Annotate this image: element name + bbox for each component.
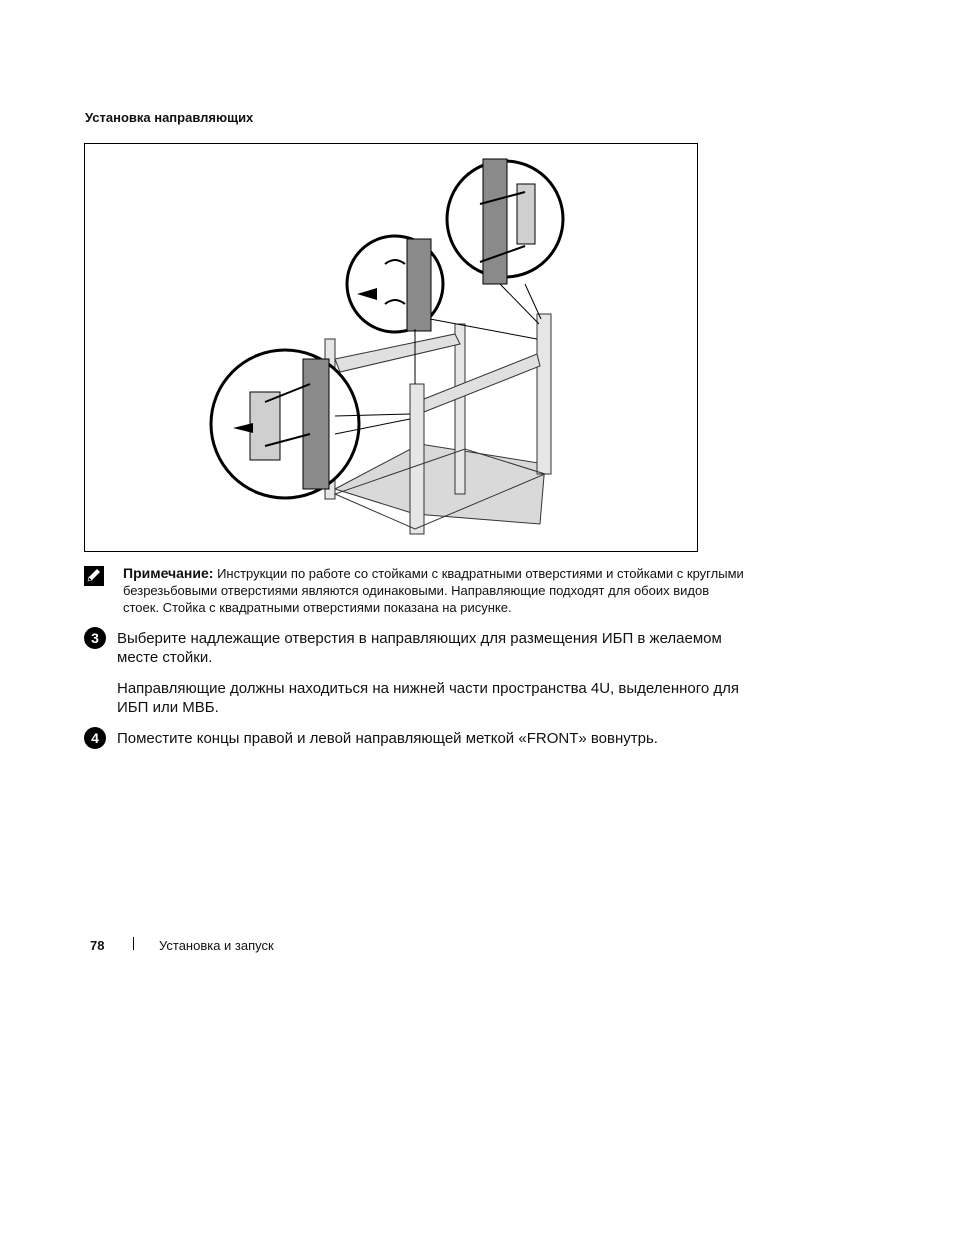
footer-divider	[133, 937, 134, 950]
section-title: Установка направляющих	[85, 110, 254, 125]
step-4-number: 4	[84, 727, 106, 749]
note-text: Инструкции по работе со стойками с квадратными отверстиями и стойками с круглыми безрезьбовыми отверстиями являются одинаковыми. Направляющие подходят для обоих видов стоек. Стойка с квадратными отверстиями показана на рисунке.	[123, 566, 744, 615]
step-3-detail: Направляющие должны находиться на нижней части пространства 4U, выделенного для ИБП или МВБ.	[117, 680, 740, 716]
note-pencil-icon	[84, 566, 104, 586]
step-3-number: 3	[84, 627, 106, 649]
footer-chapter: Установка и запуск	[159, 938, 274, 953]
rail-installation-figure	[84, 143, 698, 552]
step-3-text: Выберите надлежащие отверстия в направляющих для размещения ИБП в желаемом месте стойки.	[117, 630, 722, 666]
step-4-text: Поместите концы правой и левой направляющей меткой «FRONT» вовнутрь.	[117, 730, 658, 747]
note-label: Примечание:	[123, 565, 214, 581]
page-number: 78	[90, 938, 105, 953]
note-block	[123, 565, 748, 616]
rack-illustration	[85, 144, 699, 553]
